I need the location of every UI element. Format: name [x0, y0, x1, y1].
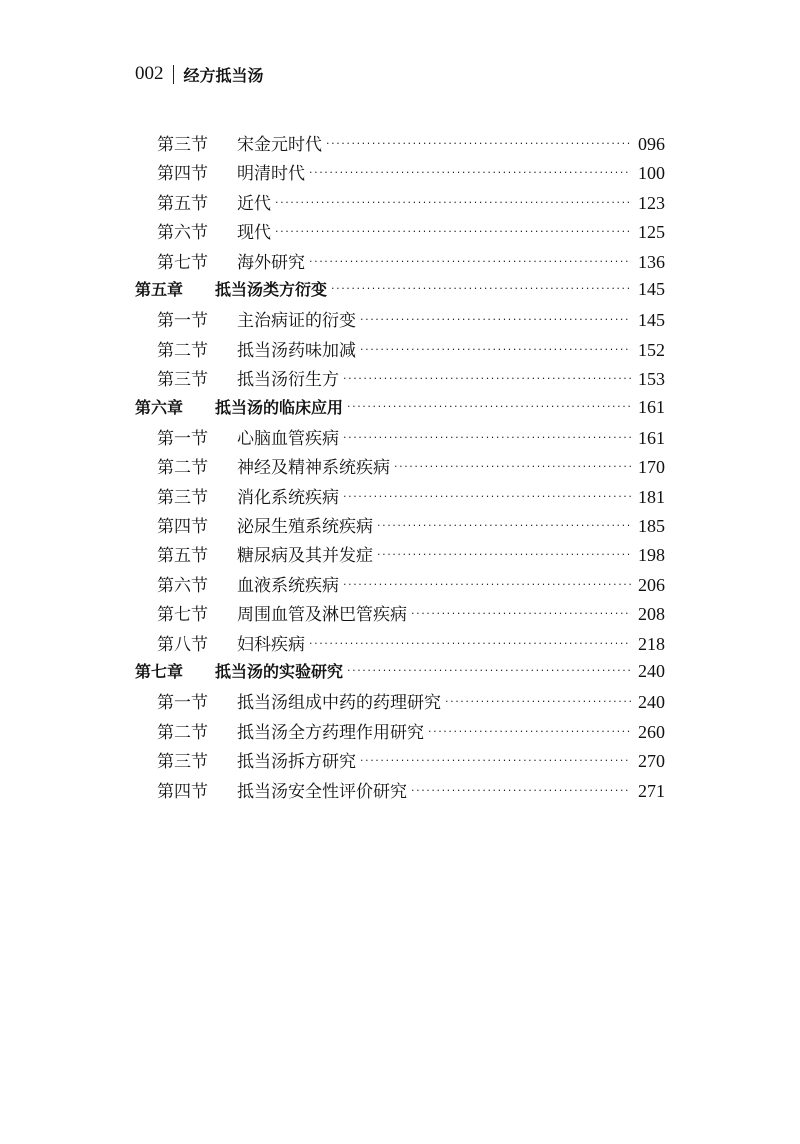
toc-entry-page-number: 206 [638, 574, 665, 595]
toc-dot-leader [411, 784, 631, 797]
toc-entry-page-number: 145 [638, 278, 665, 299]
toc-entry-label: 第二节 [157, 722, 208, 743]
toc-entry-page-number: 152 [638, 339, 665, 360]
toc-entry-page-number: 240 [638, 661, 665, 682]
toc-entry-page-number: 181 [638, 486, 665, 507]
toc-entry-label: 第四节 [157, 781, 208, 802]
toc-entry-label: 第二节 [157, 458, 208, 479]
toc-section-entry [135, 130, 665, 159]
toc-entry-label: 第三节 [157, 752, 208, 773]
toc-entry-page-number: 123 [638, 192, 665, 213]
toc-entry-title: 抵当汤拆方研究 [237, 752, 356, 773]
toc-entry-title: 宋金元时代 [237, 135, 322, 155]
toc-section-entry [135, 189, 665, 218]
toc-dot-leader [326, 137, 631, 150]
toc-dot-leader [360, 343, 631, 356]
toc-section-entry [135, 248, 665, 277]
toc-dot-leader [428, 725, 631, 738]
toc-section-entry [135, 306, 665, 335]
toc-section-entry [135, 630, 665, 659]
toc-section-entry [135, 218, 665, 247]
toc-entry-title: 抵当汤类方衍变 [215, 279, 328, 299]
toc-entry-label: 第五节 [157, 546, 208, 567]
toc-entry-label: 第一节 [157, 693, 208, 714]
toc-dot-leader [347, 664, 631, 677]
toc-section-entry [135, 688, 665, 717]
toc-entry-title: 妇科疾病 [237, 634, 305, 655]
toc-section-entry [135, 159, 665, 188]
toc-dot-leader [309, 637, 631, 650]
toc-section-entry [135, 483, 665, 512]
toc-entry-page-number: 136 [638, 251, 665, 272]
toc-entry-title: 抵当汤的实验研究 [215, 662, 344, 682]
toc-entry-title: 抵当汤的临床应用 [215, 397, 344, 417]
toc-entry-label: 第四节 [157, 164, 208, 185]
toc-dot-leader [411, 607, 631, 620]
toc-entry-page-number: 096 [638, 134, 665, 154]
toc-entry-page-number: 260 [638, 721, 665, 742]
toc-entry-page-number: 161 [638, 396, 665, 417]
toc-entry-page-number: 153 [638, 369, 665, 390]
toc-entry-label: 第六章 [135, 397, 184, 417]
toc-entry-page-number: 270 [638, 751, 665, 772]
toc-section-entry [135, 453, 665, 482]
header-separator [173, 65, 174, 84]
toc-dot-leader [377, 548, 631, 561]
toc-entry-page-number: 125 [638, 222, 665, 243]
toc-entry-page-number: 100 [638, 163, 665, 184]
toc-dot-leader [343, 490, 631, 503]
toc-entry-label: 第三节 [157, 135, 208, 155]
toc-entry-label: 第七章 [135, 662, 184, 682]
toc-entry-title: 抵当汤药味加减 [237, 340, 356, 361]
toc-entry-title: 心脑血管疾病 [237, 428, 339, 449]
toc-entry-title: 泌尿生殖系统疾病 [237, 517, 373, 538]
toc-section-entry [135, 571, 665, 600]
toc-entry-title: 周围血管及淋巴管疾病 [237, 605, 407, 626]
toc-dot-leader [347, 400, 631, 413]
toc-entry-page-number: 240 [638, 692, 665, 713]
toc-entry-label: 第二节 [157, 340, 208, 361]
toc-dot-leader [343, 431, 631, 444]
toc-entry-title: 现代 [237, 223, 271, 244]
toc-entry-title: 抵当汤安全性评价研究 [237, 781, 407, 802]
toc-dot-leader [360, 313, 631, 326]
toc-entry-title: 消化系统疾病 [237, 487, 339, 508]
toc-entry-label: 第一节 [157, 311, 208, 332]
header-page-number: 002 [135, 63, 164, 84]
toc-entry-label: 第六节 [157, 575, 208, 596]
toc-section-entry [135, 777, 665, 806]
toc-entry-page-number: 145 [638, 310, 665, 331]
toc-section-entry [135, 541, 665, 570]
toc-entry-label: 第三节 [157, 487, 208, 508]
toc-dot-leader [445, 695, 631, 708]
toc-entry-title: 主治病证的衍变 [237, 311, 356, 332]
toc-section-entry [135, 718, 665, 747]
toc-entry-title: 神经及精神系统疾病 [237, 458, 390, 479]
toc-entry-page-number: 170 [638, 457, 665, 478]
toc-dot-leader [331, 282, 631, 295]
toc-entry-title: 抵当汤衍生方 [237, 370, 339, 391]
toc-dot-leader [309, 166, 631, 179]
table-of-contents [135, 130, 665, 806]
toc-entry-page-number: 161 [638, 427, 665, 448]
toc-entry-label: 第三节 [157, 370, 208, 391]
toc-entry-title: 糖尿病及其并发症 [237, 546, 373, 567]
toc-entry-label: 第五节 [157, 193, 208, 214]
toc-entry-label: 第四节 [157, 517, 208, 538]
toc-chapter-entry [135, 277, 665, 306]
toc-entry-label: 第六节 [157, 223, 208, 244]
toc-entry-page-number: 271 [638, 780, 665, 801]
toc-entry-page-number: 208 [638, 604, 665, 625]
toc-entry-label: 第八节 [157, 634, 208, 655]
toc-dot-leader [309, 255, 631, 268]
toc-section-entry [135, 747, 665, 776]
toc-entry-title: 近代 [237, 193, 271, 214]
toc-entry-title: 海外研究 [237, 252, 305, 273]
toc-section-entry [135, 600, 665, 629]
header-book-title: 经方抵当汤 [183, 65, 264, 85]
toc-dot-leader [275, 196, 631, 209]
toc-entry-title: 明清时代 [237, 164, 305, 185]
toc-section-entry [135, 512, 665, 541]
toc-chapter-entry [135, 659, 665, 688]
toc-entry-title: 抵当汤全方药理作用研究 [237, 722, 424, 743]
toc-dot-leader [377, 519, 631, 532]
toc-entry-label: 第一节 [157, 428, 208, 449]
toc-entry-page-number: 198 [638, 545, 665, 566]
toc-section-entry [135, 336, 665, 365]
toc-dot-leader [343, 372, 631, 385]
toc-entry-label: 第五章 [135, 279, 184, 299]
toc-entry-page-number: 218 [638, 633, 665, 654]
toc-section-entry [135, 365, 665, 394]
toc-dot-leader [343, 578, 631, 591]
toc-dot-leader [360, 754, 631, 767]
toc-entry-title: 抵当汤组成中药的药理研究 [237, 693, 441, 714]
toc-dot-leader [394, 460, 631, 473]
toc-section-entry [135, 424, 665, 453]
toc-entry-page-number: 185 [638, 516, 665, 537]
toc-entry-label: 第七节 [157, 252, 208, 273]
running-header [135, 60, 264, 88]
toc-dot-leader [275, 225, 631, 238]
toc-chapter-entry [135, 395, 665, 424]
toc-entry-label: 第七节 [157, 605, 208, 626]
toc-entry-title: 血液系统疾病 [237, 575, 339, 596]
